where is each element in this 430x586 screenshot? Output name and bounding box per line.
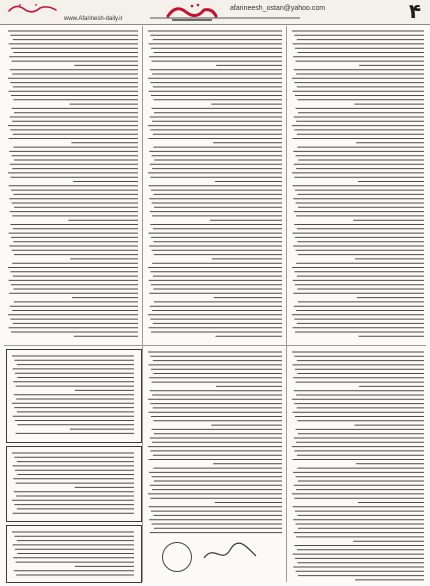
brand-logo-icon (6, 2, 60, 14)
official-stamp-icon (162, 542, 192, 572)
column-right-bottom (290, 349, 426, 583)
column-rule (286, 26, 287, 582)
column-middle-top (146, 28, 284, 342)
header-email: afarineesh_ostan@yahoo.com (230, 5, 326, 12)
column-left-top (6, 28, 140, 342)
notice-box-body (10, 450, 136, 516)
notice-box-body (10, 353, 136, 437)
header-website: www.Afarinesh-daily.ir (64, 16, 123, 22)
column-right-top (290, 28, 426, 342)
column-middle-bottom (146, 349, 284, 537)
column-rule (142, 26, 143, 582)
page-number: ۴ (408, 0, 422, 23)
signature-mark-icon (200, 540, 260, 566)
notice-box-body (10, 529, 136, 577)
section-rule (4, 345, 426, 346)
dateline-strip (150, 15, 300, 21)
